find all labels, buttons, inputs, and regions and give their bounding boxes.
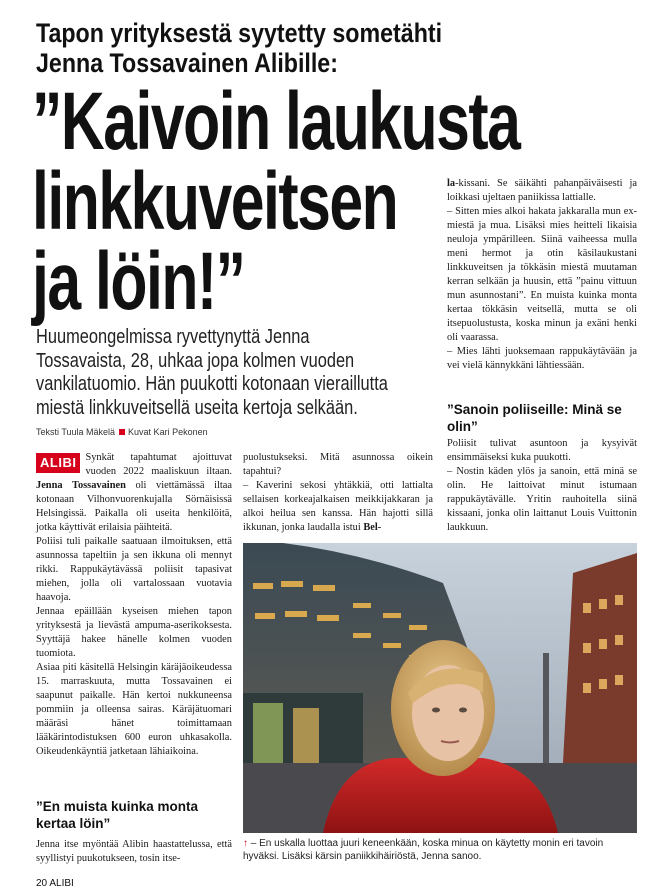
lead-line-1: Huumeongelmissa ryvettynyttä Jenna bbox=[36, 326, 310, 348]
col3-paragraph-1 bbox=[447, 177, 637, 205]
alibi-logo-badge: ALIBI bbox=[36, 453, 80, 473]
caption-arrow-icon: ↑ bbox=[243, 838, 248, 849]
col3-p1-text: -kissani. Se säikähti pahanpäiväisesti ja loikkasi ujeltaen paniikissa lattialle. bbox=[447, 178, 637, 203]
col3-paragraph-5: – Nostin käden ylös ja sanoin, että minä se olin. He laittoivat minut istumaan rappukäytävälle. Yritin rauhoitella siinä kissaani, jonka olin laittanut Louis Vuittonin laukkuun. bbox=[447, 466, 637, 533]
col1-paragraph-4: Asiaa piti käsitellä Helsingin käräjäoikeudessa 15. marraskuuta, mutta Tossavainen ei saapunut paikalle. Hän kertoi nukkuneensa pommiin ja olleensa sairas. Käräjätuomari määräsi hänet toimittamaan lääkärintodistuksen 600 euron uhkasakolla. Oikeudenkäyntiä jatketaan lähiaikoina. bbox=[36, 662, 232, 757]
col1-p1-tail: oli viettämässä iltaa kotonaan Vilhonvuorenkujalla Sörnäisissä Helsingissä. Paikalla oli useita henkilöitä, jotka käyttivät erilaisia päihteitä. bbox=[36, 480, 232, 533]
headline-line-2: linkkuveitsen bbox=[32, 156, 398, 247]
column-2 bbox=[243, 451, 433, 535]
byline-text: Teksti Tuula Mäkelä bbox=[36, 427, 116, 437]
col1-paragraph-3: Jennaa epäillään kyseisen miehen tapon yrityksestä ja lievästä ampuma-aserikoksesta. Syyttäjä hakee hänelle kolmen vuoden tuomiota. bbox=[36, 606, 232, 659]
headline-line-3: ja löin!” bbox=[32, 236, 245, 327]
page-folio: 20 ALIBI bbox=[36, 878, 74, 889]
col1-paragraph-2: Poliisi tuli paikalle saatuaan ilmoituksen, että asunnossa tapeltiin ja sen ikkuna oli mennyt rikki. Rappukäytävässä poliisit tapasivat miehen, jolla oli vartalossaan vuotavia haavoja. bbox=[36, 536, 232, 603]
col1-paragraph-5: Jenna itse myöntää Alibin haastattelussa, että syyllistyi puukotukseen, tosin itse- bbox=[36, 839, 232, 864]
photo-caption bbox=[243, 838, 637, 863]
byline bbox=[36, 427, 208, 437]
cat-name-start: Bel- bbox=[363, 522, 382, 533]
article-headline bbox=[32, 76, 520, 327]
article-kicker bbox=[36, 18, 443, 78]
article-photo bbox=[243, 543, 637, 833]
col3-paragraph-4: Poliisit tulivat asuntoon ja kysyivät ensimmäiseksi kuka puukotti. bbox=[447, 438, 637, 463]
article-lead bbox=[36, 326, 446, 420]
col2-paragraph-1: puolustukseksi. Mitä asunnossa oikein tapahtui? bbox=[243, 452, 433, 477]
subject-name: Jenna Tossavainen bbox=[36, 480, 126, 491]
lead-line-4: miestä linkkuveitsellä useita kertoja selkään. bbox=[36, 396, 358, 419]
col1-p1-text: Synkät tapahtumat ajoittuvat vuoden 2022 maaliskuun iltaan. bbox=[85, 452, 232, 477]
headline-line-1: ”Kaivoin laukusta bbox=[32, 76, 520, 167]
photo-illustration bbox=[243, 543, 637, 833]
lead-line-3: vankilatuomio. Hän puukotti kotonaan vieraillutta bbox=[36, 373, 388, 395]
kicker-line-2: Jenna Tossavainen Alibille: bbox=[36, 48, 338, 78]
byline-photo: Kuvat Kari Pekonen bbox=[128, 427, 208, 437]
caption-text: – En uskalla luottaa juuri keneenkään, koska minua on käytetty monin eri tavoin hyväksi. Lisäksi kärsin paniikkihäiriöstä, Jenna sanoo. bbox=[243, 838, 604, 862]
col3-paragraph-3: – Mies lähti juoksemaan rappukäytävään ja vei vielä kännykkäni lähtiessään. bbox=[447, 346, 637, 371]
cat-name-end: la bbox=[447, 178, 456, 189]
kicker-line-1: Tapon yrityksestä syytetty sometähti bbox=[36, 18, 443, 48]
col3-subhead: ”Sanoin poliiseille: Minä se olin” bbox=[447, 402, 622, 434]
column-1 bbox=[36, 451, 232, 759]
col1-subhead: ”En muista kuinka monta kertaa löin” bbox=[36, 799, 199, 831]
lead-line-2: Tossavaista, 28, uhkaa jopa kolmen vuoden bbox=[36, 349, 355, 372]
column-3 bbox=[447, 177, 637, 373]
col1-paragraph-1 bbox=[36, 451, 232, 535]
col2-p2-text: – Kaverini sekosi yhtäkkiä, otti lattialta sellaisen korkeajalkaisen meikkijakkaran ja alkoi heilua sen kanssa. Hän hajotti sillä ikkunan, jonka laudalla istui bbox=[243, 480, 433, 533]
col3-paragraph-2: – Sitten mies alkoi hakata jakkaralla mun ex-miestä ja mua. Lisäksi mies heitteli likaisia neuloja ympärilleen. Siinä vaiheessa mulla meni hermot ja otin käsilaukustani linkkuveitsen ja tökkäsin miestä muutaman kerran selkään ja huusin, että ”painu vittuun mun asunnostani”. En muista kuinka monta kertaa tökkäsin veitsellä, mutta se oli itsepuolustusta, koska minun ja exäni henki oli vaarassa. bbox=[447, 206, 637, 343]
byline-separator bbox=[119, 429, 125, 435]
col2-paragraph-2 bbox=[243, 479, 433, 535]
column-3-lower bbox=[447, 437, 637, 535]
